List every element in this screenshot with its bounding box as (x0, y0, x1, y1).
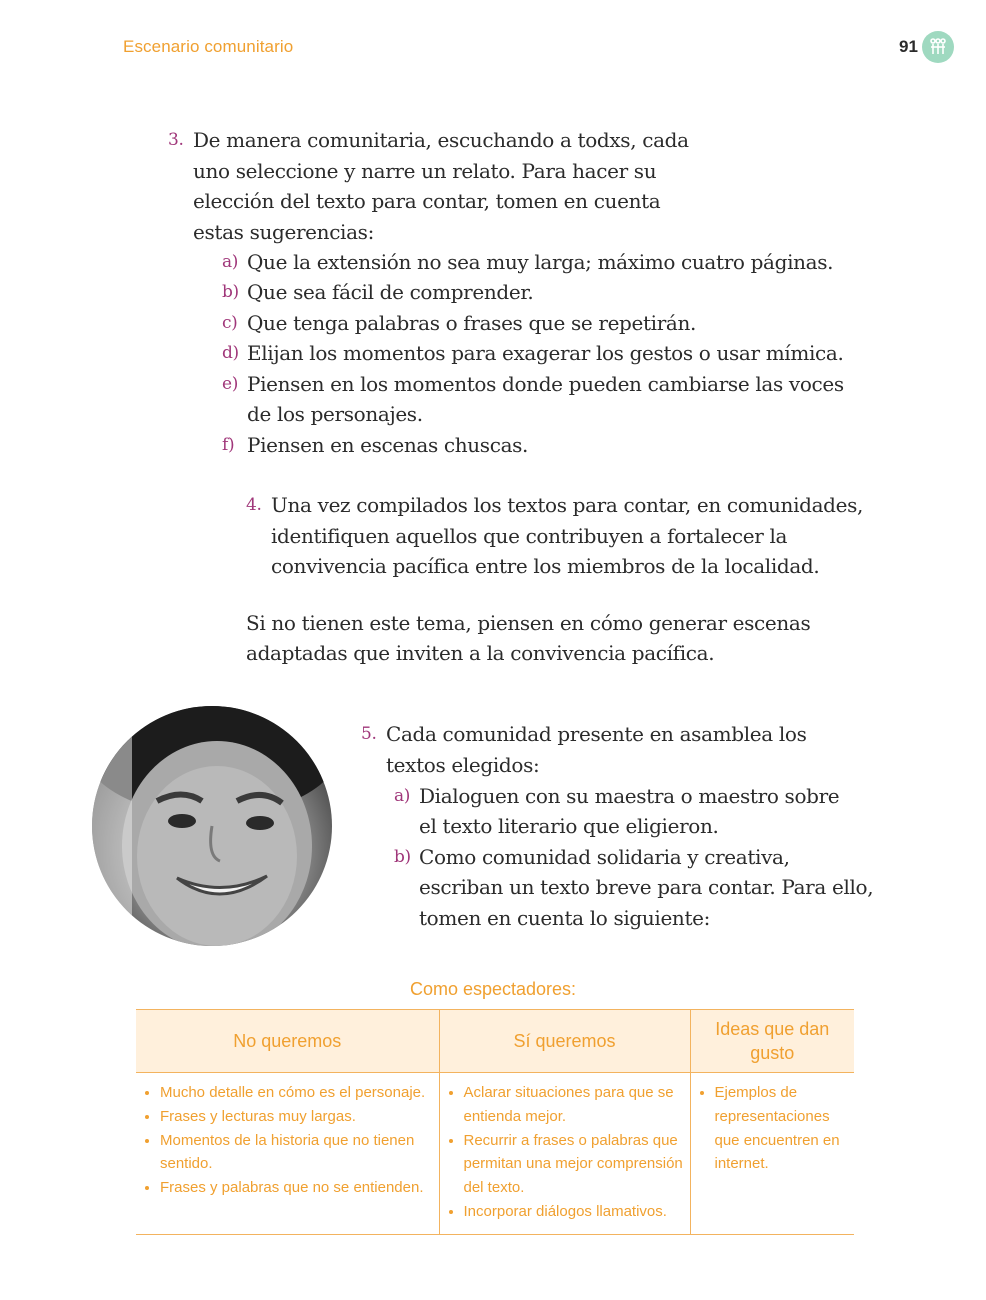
page-number: 91 (899, 37, 918, 56)
suggestion-letter: b) (222, 282, 239, 302)
list-item: • Ejemplos de representaciones que encuentren en internet. (715, 1081, 849, 1176)
suggestion-letter: f) (222, 435, 235, 455)
table-header-row (136, 1010, 854, 1073)
suggestion-letter: d) (222, 343, 239, 363)
list-item: • Mucho detalle en cómo es el personaje. (160, 1081, 433, 1105)
list-item: • Incorporar diálogos llamativos. (464, 1200, 684, 1224)
paragraph-line: Una vez compilados los textos para contar, en comunidades, (271, 493, 864, 517)
table-cell-ideas (690, 1073, 854, 1235)
bullet-list (446, 1081, 684, 1224)
table-cell-no-queremos (136, 1073, 439, 1235)
column-header-no-queremos: No queremos (136, 1010, 439, 1073)
paragraph-line: adaptadas que inviten a la convivencia pacífica. (246, 640, 715, 665)
table-caption: Como espectadores: (409, 979, 577, 999)
list-item: • Frases y lecturas muy largas. (160, 1105, 433, 1129)
student-portrait-photo (92, 706, 332, 946)
paragraph-line: convivencia pacífica entre los miembros de la localidad. (271, 554, 820, 578)
suggestion-text: Piensen en escenas chuscas. (247, 433, 529, 457)
suggestion-text: de los personajes. (247, 402, 423, 426)
suggestion-letter: c) (222, 313, 238, 333)
paragraph-line: Si no tienen este tema, piensen en cómo generar escenas (246, 611, 811, 635)
suggestion-letter: e) (222, 374, 238, 394)
column-header-ideas: Ideas que dan gusto (690, 1010, 854, 1073)
suggestion-text: Que la extensión no sea muy larga; máximo cuatro páginas. (247, 250, 834, 274)
list-item: • Recurrir a frases o palabras que permitan una mejor comprensión del texto. (464, 1129, 684, 1200)
subitem-letter: a) (394, 786, 411, 806)
community-people-icon (922, 31, 954, 63)
suggestion-text: Elijan los momentos para exagerar los gestos o usar mímica. (247, 341, 844, 365)
item-number: 3. (168, 130, 184, 150)
note-paragraph (246, 609, 810, 668)
list-item: • Frases y palabras que no se entienden. (160, 1176, 433, 1200)
subitem-letter: b) (394, 847, 411, 867)
paragraph-line: estas sugerencias: (193, 219, 374, 244)
list-item: • Aclarar situaciones para que se entienda mejor. (464, 1081, 684, 1129)
suggestion-text: Que tenga palabras o frases que se repetirán. (247, 311, 697, 335)
bullet-list (142, 1081, 433, 1200)
subitem-text: el texto literario que eligieron. (419, 814, 719, 838)
table-cell-si-queremos (439, 1073, 690, 1235)
item-number: 4. (246, 495, 262, 515)
spectator-table (136, 1009, 854, 1235)
subitem-text: Como comunidad solidaria y creativa, (419, 845, 790, 869)
list-item: • Momentos de la historia que no tienen sentido. (160, 1129, 433, 1177)
subitem-text: escriban un texto breve para contar. Para ello, (419, 875, 874, 899)
suggestion-text: Piensen en los momentos donde pueden cambiarse las voces (247, 372, 844, 396)
item-number: 5. (361, 724, 377, 744)
paragraph-line: De manera comunitaria, escuchando a todxs, cada (193, 128, 689, 152)
paragraph-line: uno seleccione y narre un relato. Para hacer su (193, 158, 657, 183)
column-header-si-queremos: Sí queremos (439, 1010, 690, 1073)
table-row (136, 1073, 854, 1235)
paragraph-line: elección del texto para contar, tomen en cuenta (193, 189, 661, 213)
subitem-text: Dialoguen con su maestra o maestro sobre (419, 784, 840, 808)
suggestion-letter: a) (222, 252, 239, 272)
paragraph-line: identifiquen aquellos que contribuyen a fortalecer la (271, 523, 788, 548)
suggestion-text: Que sea fácil de comprender. (247, 280, 534, 304)
subitem-text: tomen en cuenta lo siguiente: (419, 906, 711, 930)
paragraph-line: textos elegidos: (386, 752, 540, 777)
paragraph-line: Cada comunidad presente en asamblea los (386, 722, 807, 746)
bullet-list (697, 1081, 849, 1176)
section-title: Escenario comunitario (123, 37, 294, 56)
